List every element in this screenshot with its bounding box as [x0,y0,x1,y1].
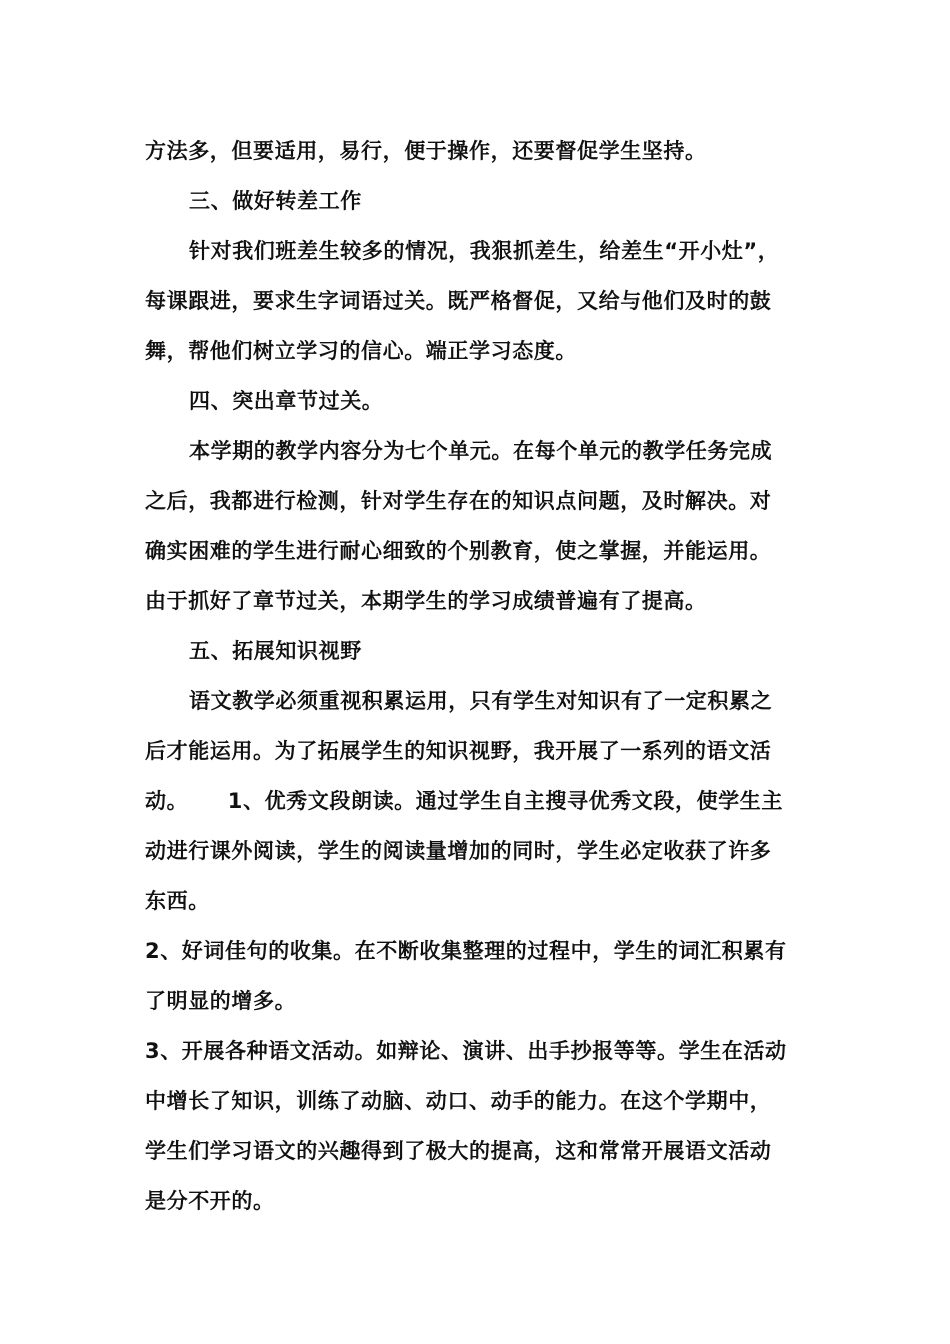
section-heading: 五、拓展知识视野 [189,639,362,663]
text-line: 方法多，但要适用，易行，便于操作，还要督促学生坚持。 [145,139,707,163]
text-line: 本学期的教学内容分为七个单元。在每个单元的教学任务完成 [189,439,773,463]
text-line: 东西。 [145,889,210,913]
text-line: 语文教学必须重视积累运用，只有学生对知识有了一定积累之 [189,689,773,713]
text-line: 舞，帮他们树立学习的信心。端正学习态度。 [145,339,577,363]
text-line: 2、好词佳句的收集。在不断收集整理的过程中，学生的词汇积累有 [145,939,787,963]
text-line: 动。 1、优秀文段朗读。通过学生自主搜寻优秀文段，使学生主 [145,789,783,813]
text-line: 确实困难的学生进行耐心细致的个别教育，使之掌握，并能运用。 [145,539,772,563]
text-line: 针对我们班差生较多的情况，我狠抓差生，给差生“开小灶”， [189,239,780,263]
text-line: 每课跟进，要求生字词语过关。既严格督促，又给与他们及时的鼓 [145,289,772,313]
section-heading: 三、做好转差工作 [189,189,362,213]
text-line: 后才能运用。为了拓展学生的知识视野，我开展了一系列的语文活 [145,739,772,763]
text-line: 动进行课外阅读，学生的阅读量增加的同时，学生必定收获了许多 [145,839,772,863]
text-line: 中增长了知识，训练了动脑、动口、动手的能力。在这个学期中， [145,1089,772,1113]
text-line: 学生们学习语文的兴趣得到了极大的提高，这和常常开展语文活动 [145,1139,772,1163]
text-line: 了明显的增多。 [145,989,297,1013]
text-line: 由于抓好了章节过关，本期学生的学习成绩普遍有了提高。 [145,589,707,613]
section-heading: 四、突出章节过关。 [189,389,384,413]
text-line: 是分不开的。 [145,1189,275,1213]
text-line: 3、开展各种语文活动。如辩论、演讲、出手抄报等等。学生在活动 [145,1039,787,1063]
text-line: 之后，我都进行检测，针对学生存在的知识点问题，及时解决。对 [145,489,772,513]
